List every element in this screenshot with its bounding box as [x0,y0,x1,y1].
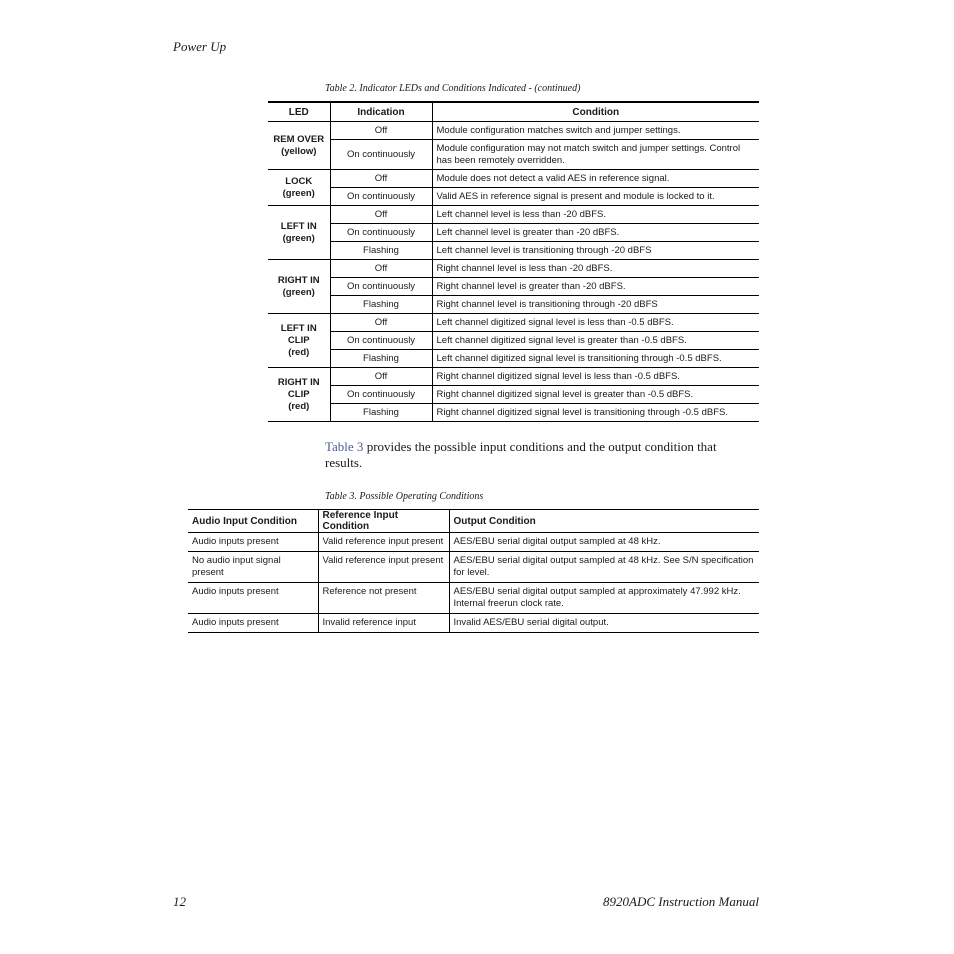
table3-caption: Table 3. Possible Operating Conditions [325,491,484,502]
column-header-output-condition: Output Condition [449,510,759,533]
table-row [268,188,759,206]
table3-link[interactable]: Table 3 [325,439,364,454]
page-number: 12 [173,894,186,909]
condition-cell: Left channel digitized signal level is greater than -0.5 dBFS. [432,332,759,350]
table-row [188,614,759,633]
condition-cell: Right channel level is less than -20 dBFS. [432,260,759,278]
reference-input-cell: Invalid reference input [318,614,449,633]
condition-cell: Left channel digitized signal level is transitioning through -0.5 dBFS. [432,350,759,368]
indication-cell: Flashing [330,242,432,260]
column-header-indication: Indication [330,102,432,122]
table-row [268,278,759,296]
reference-input-cell: Reference not present [318,583,449,614]
column-header-condition: Condition [432,102,759,122]
table-row [268,368,759,386]
table-row [268,350,759,368]
indicator-leds-table [268,101,759,422]
indication-cell: Flashing [330,296,432,314]
reference-input-cell: Valid reference input present [318,533,449,552]
condition-cell: Right channel digitized signal level is less than -0.5 dBFS. [432,368,759,386]
indicator-leds-table-body [268,122,759,422]
indication-cell: Flashing [330,350,432,368]
table-row [268,224,759,242]
output-condition-cell: Invalid AES/EBU serial digital output. [449,614,759,633]
table-row [268,386,759,404]
operating-conditions-table [188,509,759,633]
led-name: LEFT IN CLIP (red) [268,314,330,368]
led-name: LOCK (green) [268,170,330,206]
indication-cell: Off [330,368,432,386]
led-name: RIGHT IN CLIP (red) [268,368,330,422]
led-name: LEFT IN (green) [268,206,330,260]
table-row [268,404,759,422]
indication-cell: Off [330,206,432,224]
indication-cell: Off [330,170,432,188]
table-row [268,260,759,278]
condition-cell: Right channel level is greater than -20 dBFS. [432,278,759,296]
indication-cell: Flashing [330,404,432,422]
paragraph-text: provides the possible input conditions and the output condition that results. [325,439,717,470]
column-header-audio-input: Audio Input Condition [188,510,318,533]
condition-cell: Left channel digitized signal level is less than -0.5 dBFS. [432,314,759,332]
condition-cell: Left channel level is transitioning through -20 dBFS [432,242,759,260]
output-condition-cell: AES/EBU serial digital output sampled at 48 kHz. See S/N specification for level. [449,552,759,583]
reference-input-cell: Valid reference input present [318,552,449,583]
output-condition-cell: AES/EBU serial digital output sampled at 48 kHz. [449,533,759,552]
running-header: Power Up [173,39,227,54]
table-row [268,122,759,140]
indication-cell: On continuously [330,188,432,206]
led-name: RIGHT IN (green) [268,260,330,314]
condition-cell: Right channel digitized signal level is transitioning through -0.5 dBFS. [432,404,759,422]
table-row [268,170,759,188]
indication-cell: On continuously [330,224,432,242]
indication-cell: Off [330,122,432,140]
operating-conditions-table-body [188,533,759,633]
indication-cell: Off [330,314,432,332]
audio-input-cell: Audio inputs present [188,583,318,614]
led-name: REM OVER (yellow) [268,122,330,170]
condition-cell: Module configuration matches switch and jumper settings. [432,122,759,140]
condition-cell: Right channel level is transitioning through -20 dBFS [432,296,759,314]
indication-cell: On continuously [330,278,432,296]
table3-reference-paragraph [325,439,755,471]
condition-cell: Left channel level is less than -20 dBFS. [432,206,759,224]
table-row [268,242,759,260]
table-row [268,314,759,332]
column-header-reference-input: Reference Input Condition [318,510,449,533]
audio-input-cell: Audio inputs present [188,533,318,552]
output-condition-cell: AES/EBU serial digital output sampled at approximately 47.992 kHz. Internal freerun clock rate. [449,583,759,614]
condition-cell: Right channel digitized signal level is greater than -0.5 dBFS. [432,386,759,404]
condition-cell: Module configuration may not match switch and jumper settings. Control has been remotely overridden. [432,140,759,170]
table-row [188,533,759,552]
condition-cell: Module does not detect a valid AES in reference signal. [432,170,759,188]
condition-cell: Left channel level is greater than -20 dBFS. [432,224,759,242]
table2-caption: Table 2. Indicator LEDs and Conditions Indicated - (continued) [325,83,581,94]
indication-cell: Off [330,260,432,278]
manual-title: 8920ADC Instruction Manual [603,894,759,909]
table-row [268,296,759,314]
indication-cell: On continuously [330,140,432,170]
table-row [188,583,759,614]
table-row [188,552,759,583]
audio-input-cell: No audio input signal present [188,552,318,583]
column-header-led: LED [268,102,330,122]
table-row [268,140,759,170]
indication-cell: On continuously [330,386,432,404]
condition-cell: Valid AES in reference signal is present and module is locked to it. [432,188,759,206]
indication-cell: On continuously [330,332,432,350]
audio-input-cell: Audio inputs present [188,614,318,633]
table-row [268,332,759,350]
table-row [268,206,759,224]
